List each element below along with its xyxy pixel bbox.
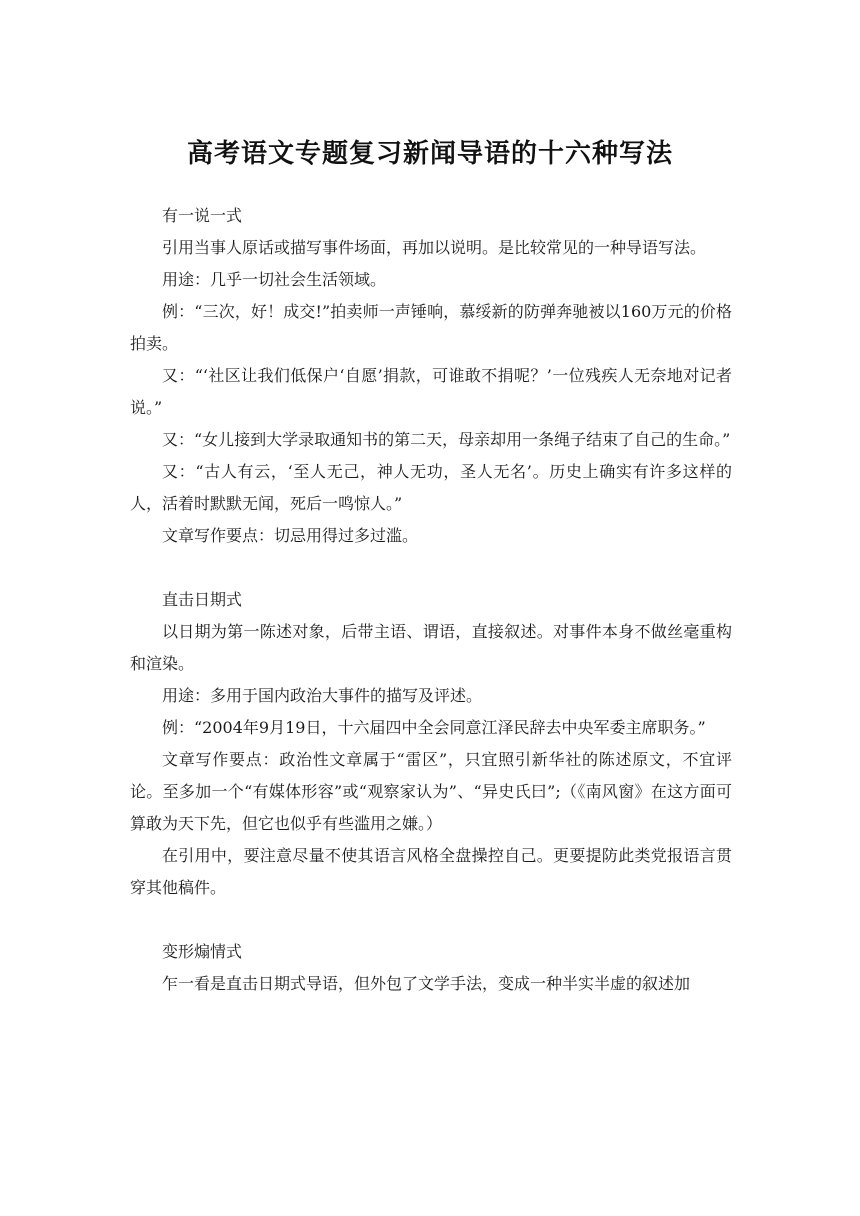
paragraph: 引用当事人原话或描写事件场面，再加以说明。是比较常见的一种导语写法。 <box>162 238 707 257</box>
paragraph: 以日期为第一陈述对象，后带主语、谓语，直接叙述。对事件本身不做丝毫重构和渲染。 <box>130 622 732 673</box>
paragraph: 文章写作要点：切忌用得过多过滥。 <box>162 526 419 545</box>
section-heading: 有一说一式 <box>162 206 243 225</box>
page-title: 高考语文专题复习新闻导语的十六种写法 <box>186 139 673 169</box>
paragraph: 文章写作要点：政治性文章属于“雷区”，只宜照引新华社的陈述原文，不宜评论。至多加一个“有媒体形容”或“观察家认为”、“异史氏曰”;（《南风窗》在这方面可算敢为天下先，但它也似乎有些滥用之嫌。） <box>130 750 732 833</box>
paragraph: 用途：几乎一切社会生活领域。 <box>162 270 387 289</box>
section-heading: 变形煽情式 <box>162 942 243 961</box>
paragraph: 又：“‘社区让我们低保户‘自愿’捐款，可谁敢不捐呢？’一位残疾人无奈地对记者说。” <box>130 366 732 417</box>
section-heading: 直击日期式 <box>162 590 243 609</box>
paragraph: 在引用中，要注意尽量不使其语言风格全盘操控自己。更要提防此类党报语言贯穿其他稿件。 <box>130 846 732 897</box>
section-spacer <box>130 904 732 936</box>
paragraph: 乍一看是直击日期式导语，但外包了文学手法，变成一种半实半虚的叙述加 <box>162 974 691 993</box>
paragraph: 例：“2004年9月19日，十六届四中全会同意江泽民辞去中央军委主席职务。” <box>162 718 706 737</box>
document-body <box>130 200 732 1000</box>
section-spacer <box>130 552 732 584</box>
paragraph: 例：“三次，好！成交!”拍卖师一声锤响，慕绥新的防弹奔驰被以160万元的价格拍卖。 <box>130 302 732 353</box>
paragraph: 用途：多用于国内政治大事件的描写及评述。 <box>162 686 483 705</box>
paragraph: 又：“古人有云，‘至人无己，神人无功，圣人无名’。历史上确实有许多这样的人，活着时默默无闻，死后一鸣惊人。” <box>130 462 732 513</box>
paragraph: 又：“女儿接到大学录取通知书的第二天，母亲却用一条绳子结束了自己的生命。” <box>162 430 731 449</box>
